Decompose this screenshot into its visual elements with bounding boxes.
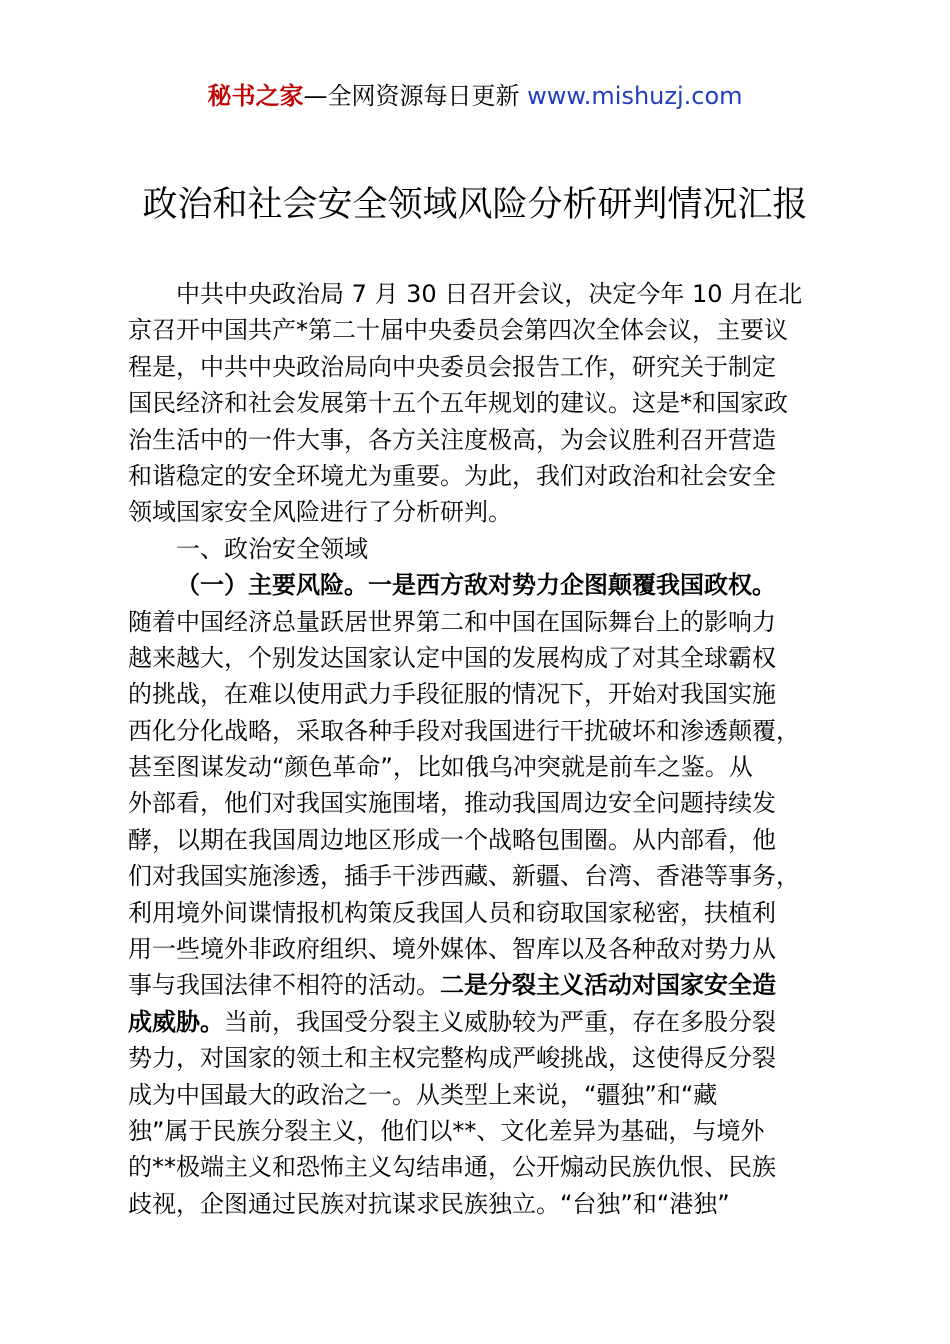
paragraph-line: 西化分化战略，采取各种手段对我国进行干扰破坏和渗透颠覆，	[128, 716, 800, 745]
intro-line: 国民经济和社会发展第十五个五年规划的建议。这是*和国家政	[128, 389, 788, 418]
paragraph-line: 利用境外间谍情报机构策反我国人员和窃取国家秘密，扶植利	[128, 898, 776, 927]
point-title: 二是分裂主义活动对国家安全造	[440, 971, 776, 1000]
subsection-heading-line	[128, 567, 836, 603]
paragraph-line: 歧视，企图通过民族对抗谋求民族独立。“台独”和“港独”	[128, 1189, 730, 1218]
paragraph-line: 成为中国最大的政治之一。从类型上来说，“疆独”和“藏	[128, 1080, 718, 1109]
subsection-label: （一）主要风险。	[176, 571, 368, 600]
paragraph-line: 外部看，他们对我国实施围堵，推动我国周边安全问题持续发	[128, 789, 776, 818]
paragraph-line: 甚至图谋发动“颜色革命”，比如俄乌冲突就是前车之鉴。从	[128, 753, 753, 782]
intro-line: 中共中央政治局 7 月 30 日召开会议，决定今年 10 月在北	[176, 280, 803, 308]
intro-line: 领域国家安全风险进行了分析研判。	[128, 498, 512, 527]
paragraph-line: 独”属于民族分裂主义，他们以**、文化差异为基础，与境外	[128, 1116, 765, 1145]
point-title: 一是西方敌对势力企图颠覆我国政权。	[368, 571, 776, 600]
paragraph-line: 们对我国实施渗透，插手干涉西藏、新疆、台湾、香港等事务，	[128, 862, 800, 891]
intro-line: 程是，中共中央政治局向中央委员会报告工作，研究关于制定	[128, 352, 776, 381]
site-header	[0, 80, 950, 112]
paragraph-line: 的挑战，在难以使用武力手段征服的情况下，开始对我国实施	[128, 680, 776, 709]
paragraph-line: 势力，对国家的领土和主权完整构成严峻挑战，这使得反分裂	[128, 1044, 776, 1073]
paragraph-line-mixed	[128, 967, 836, 1003]
section-heading: 一、政治安全领域	[176, 534, 368, 563]
paragraph-line: 酵，以期在我国周边地区形成一个战略包围圈。从内部看，他	[128, 825, 776, 854]
paragraph-line: 用一些境外非政府组织、境外媒体、智库以及各种敌对势力从	[128, 935, 776, 964]
intro-line: 治生活中的一件大事，各方关注度极高，为会议胜利召开营造	[128, 425, 776, 454]
site-brand: 秘书之家	[207, 82, 304, 110]
paragraph-line: 越来越大，个别发达国家认定中国的发展构成了对其全球霸权	[128, 643, 776, 672]
document-body	[128, 276, 836, 1222]
paragraph-line: 的**极端主义和恐怖主义勾结串通，公开煽动民族仇恨、民族	[128, 1153, 776, 1182]
paragraph-line: 随着中国经济总量跃居世界第二和中国在国际舞台上的影响力	[128, 607, 776, 636]
point-title: 成威胁。	[128, 1007, 224, 1036]
intro-line: 和谐稳定的安全环境尤为重要。为此，我们对政治和社会安全	[128, 461, 776, 490]
paragraph-text: 事与我国法律不相符的活动。	[128, 971, 440, 1000]
site-url-link[interactable]: www.mishuzj.com	[527, 82, 743, 110]
document-title: 政治和社会安全领域风险分析研判情况汇报	[142, 185, 808, 225]
paragraph-line-mixed	[128, 1004, 836, 1040]
intro-line: 京召开中国共产*第二十届中央委员会第四次全体会议，主要议	[128, 316, 788, 345]
site-tagline: —全网资源每日更新	[303, 82, 528, 110]
paragraph-text: 当前，我国受分裂主义威胁较为严重，存在多股分裂	[224, 1007, 776, 1036]
